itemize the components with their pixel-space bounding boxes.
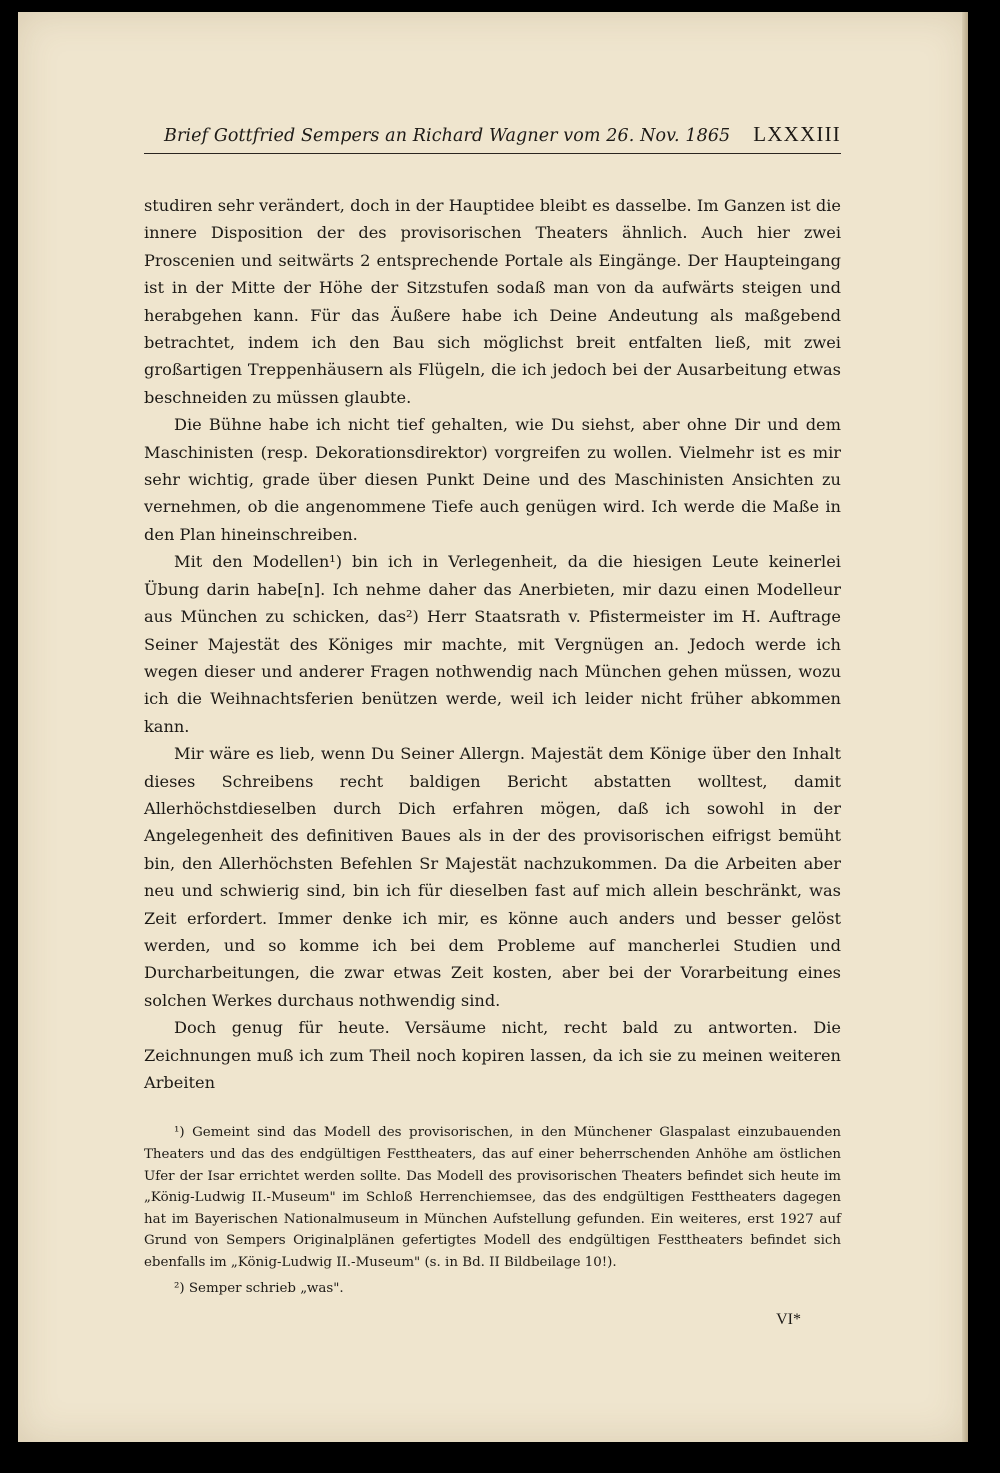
running-title: Brief Gottfried Sempers an Richard Wagner vom 26. Nov. 1865 xyxy=(164,126,731,146)
page-edge xyxy=(962,12,968,1442)
book-page xyxy=(18,12,968,1442)
footnotes xyxy=(144,1122,841,1299)
paragraph: Mir wäre es lieb, wenn Du Seiner Allergn. Majestät dem Könige über den Inhalt dieses Schreibens recht baldigen Bericht abstatten wolltest, damit Allerhöchstdieselben durch Dich erfahren mögen, daß ich sowohl in der Angelegenheit des definitiven Baues als in der des provisorischen eifrigst bemüht bin, den Allerhöchsten Befehlen Sr Majestät nachzukommen. Da die Arbeiten aber neu und schwierig sind, bin ich für dieselben fast auf mich allein beschränkt, was Zeit erfordert. Immer denke ich mir, es könne auch anders und besser gelöst werden, und so komme ich bei dem Probleme auf mancherlei Studien und Durcharbeitungen, die zwar etwas Zeit kosten, aber bei der Vorarbeitung eines solchen Werkes durchaus nothwendig sind. xyxy=(144,744,841,1010)
paragraph: studiren sehr verändert, doch in der Hauptidee bleibt es dasselbe. Im Ganzen ist die innere Disposition der des provisorischen Theaters ähnlich. Auch hier zwei Proscenien und seitwärts 2 entsprechende Portale als Eingänge. Der Haupteingang ist in der Mitte der Höhe der Sitzstufen sodaß man von da aufwärts steigen und herabgehen kann. Für das Äußere habe ich Deine Andeutung als maßgebend betrachtet, indem ich den Bau sich möglichst breit entfalten ließ, mit zwei großartigen Treppenhäusern als Flügeln, die ich jedoch bei der Ausarbeitung etwas beschneiden zu müssen glaubte. xyxy=(144,196,841,407)
footnote-2: ²) Semper schrieb „was". xyxy=(174,1280,344,1296)
signature-mark: VI* xyxy=(776,1311,801,1329)
page-number: LXXXIII xyxy=(753,122,841,146)
paragraph: Mit den Modellen¹) bin ich in Verlegenheit, da die hiesigen Leute keinerlei Übung darin habe[n]. Ich nehme daher das Anerbieten, mir dazu einen Modelleur aus München zu schicken, das²) Herr Staatsrath v. Pfistermeister im H. Auftrage Seiner Majestät des Königes mir machte, mit Vergnügen an. Jedoch werde ich wegen dieser und anderer Fragen nothwendig nach München gehen müssen, wozu ich die Weihnachtsferien benützen werde, weil ich leider nicht früher abkommen kann. xyxy=(144,552,841,736)
running-header xyxy=(144,122,841,154)
paragraph: Doch genug für heute. Versäume nicht, recht bald zu antworten. Die Zeichnungen muß ich zum Theil noch kopiren lassen, da ich sie zu meinen weiteren Arbeiten xyxy=(144,1018,841,1092)
footnote-1: ¹) Gemeint sind das Modell des provisorischen, in den Münchener Glaspalast einzubauenden Theaters und das des endgültigen Festtheaters, das auf einer beherrschenden Anhöhe am östlichen Ufer der Isar errichtet werden sollte. Das Modell des provisorischen Theaters befindet sich heute im „König-Ludwig II.-Museum" im Schloß Herrenchiemsee, das des endgültigen Festtheaters dagegen hat im Bayerischen Nationalmuseum in München Aufstellung gefunden. Ein weiteres, erst 1927 auf Grund von Sempers Originalplänen gefertigtes Modell des endgültigen Festtheaters befindet sich ebenfalls im „König-Ludwig II.-Museum" (s. in Bd. II Bildbeilage 10!). xyxy=(144,1125,841,1270)
paragraph: Die Bühne habe ich nicht tief gehalten, wie Du siehst, aber ohne Dir und dem Maschinisten (resp. Dekorationsdirektor) vorgreifen zu wollen. Vielmehr ist es mir sehr wichtig, grade über diesen Punkt Deine und des Maschinisten Ansichten zu vernehmen, ob die angenommene Tiefe auch genügen wird. Ich werde die Maße in den Plan hineinschreiben. xyxy=(144,415,841,544)
page-content xyxy=(144,122,841,1329)
letter-body xyxy=(144,192,841,1096)
